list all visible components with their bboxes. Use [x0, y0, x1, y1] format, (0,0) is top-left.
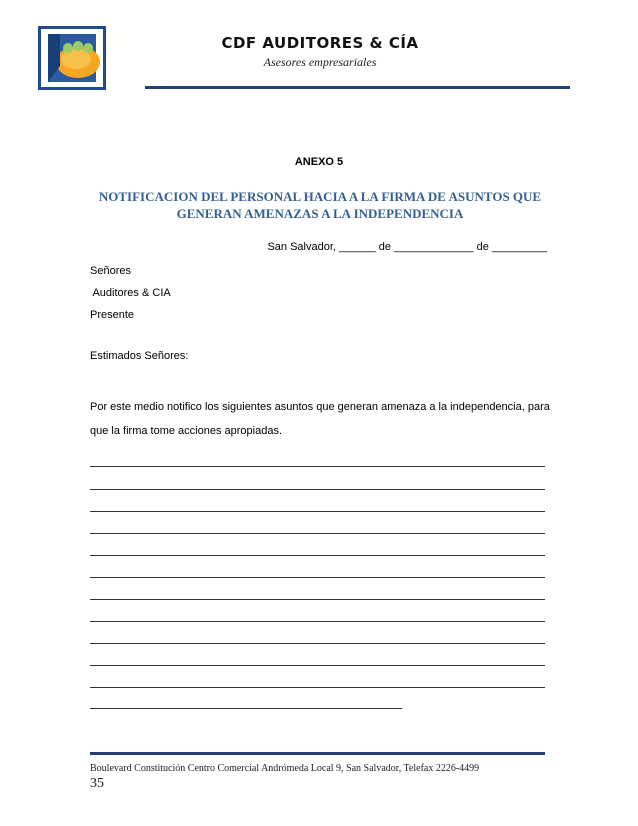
company-tagline: Asesores empresariales	[263, 55, 377, 69]
cdf-logo-icon	[38, 26, 106, 90]
fill-line-last	[90, 708, 402, 709]
addressee-line-3: Presente	[90, 309, 135, 321]
fill-line	[90, 599, 545, 600]
body-paragraph: Por este medio notifico los siguientes asuntos que generan amenaza a la independencia, para que la firma tome acciones apropiadas.	[90, 401, 550, 437]
footer-address: Boulevard Constitución Centro Comercial Andrómeda Local 9, San Salvador, Telefax 2226-4499	[90, 763, 480, 774]
fill-line	[90, 643, 545, 644]
addressee-line-1: Señores	[90, 265, 131, 277]
fill-line	[90, 621, 545, 622]
addressee-line-2: Auditores & CIA	[90, 287, 171, 299]
place-date-line: San Salvador, ______ de _____________ de _________	[267, 241, 547, 253]
company-name: CDF AUDITORES & CÍA	[221, 34, 419, 52]
document-title	[90, 188, 550, 222]
fill-line	[90, 555, 545, 556]
fill-line	[90, 533, 545, 534]
fill-line	[90, 687, 545, 688]
annex-label: ANEXO 5	[294, 156, 344, 168]
footer-divider	[90, 752, 545, 755]
fill-line	[90, 577, 545, 578]
fill-line	[90, 511, 545, 512]
fill-line	[90, 489, 545, 490]
greeting: Estimados Señores:	[90, 350, 189, 362]
document-title-line-2: GENERAN AMENAZAS A LA INDEPENDENCIA	[176, 206, 464, 221]
page-number: 35	[90, 776, 104, 791]
fill-line	[90, 466, 545, 467]
fill-line	[90, 665, 545, 666]
document-title-line-1: NOTIFICACION DEL PERSONAL HACIA A LA FIRMA DE ASUNTOS QUE	[98, 189, 542, 204]
header-divider	[145, 86, 570, 89]
